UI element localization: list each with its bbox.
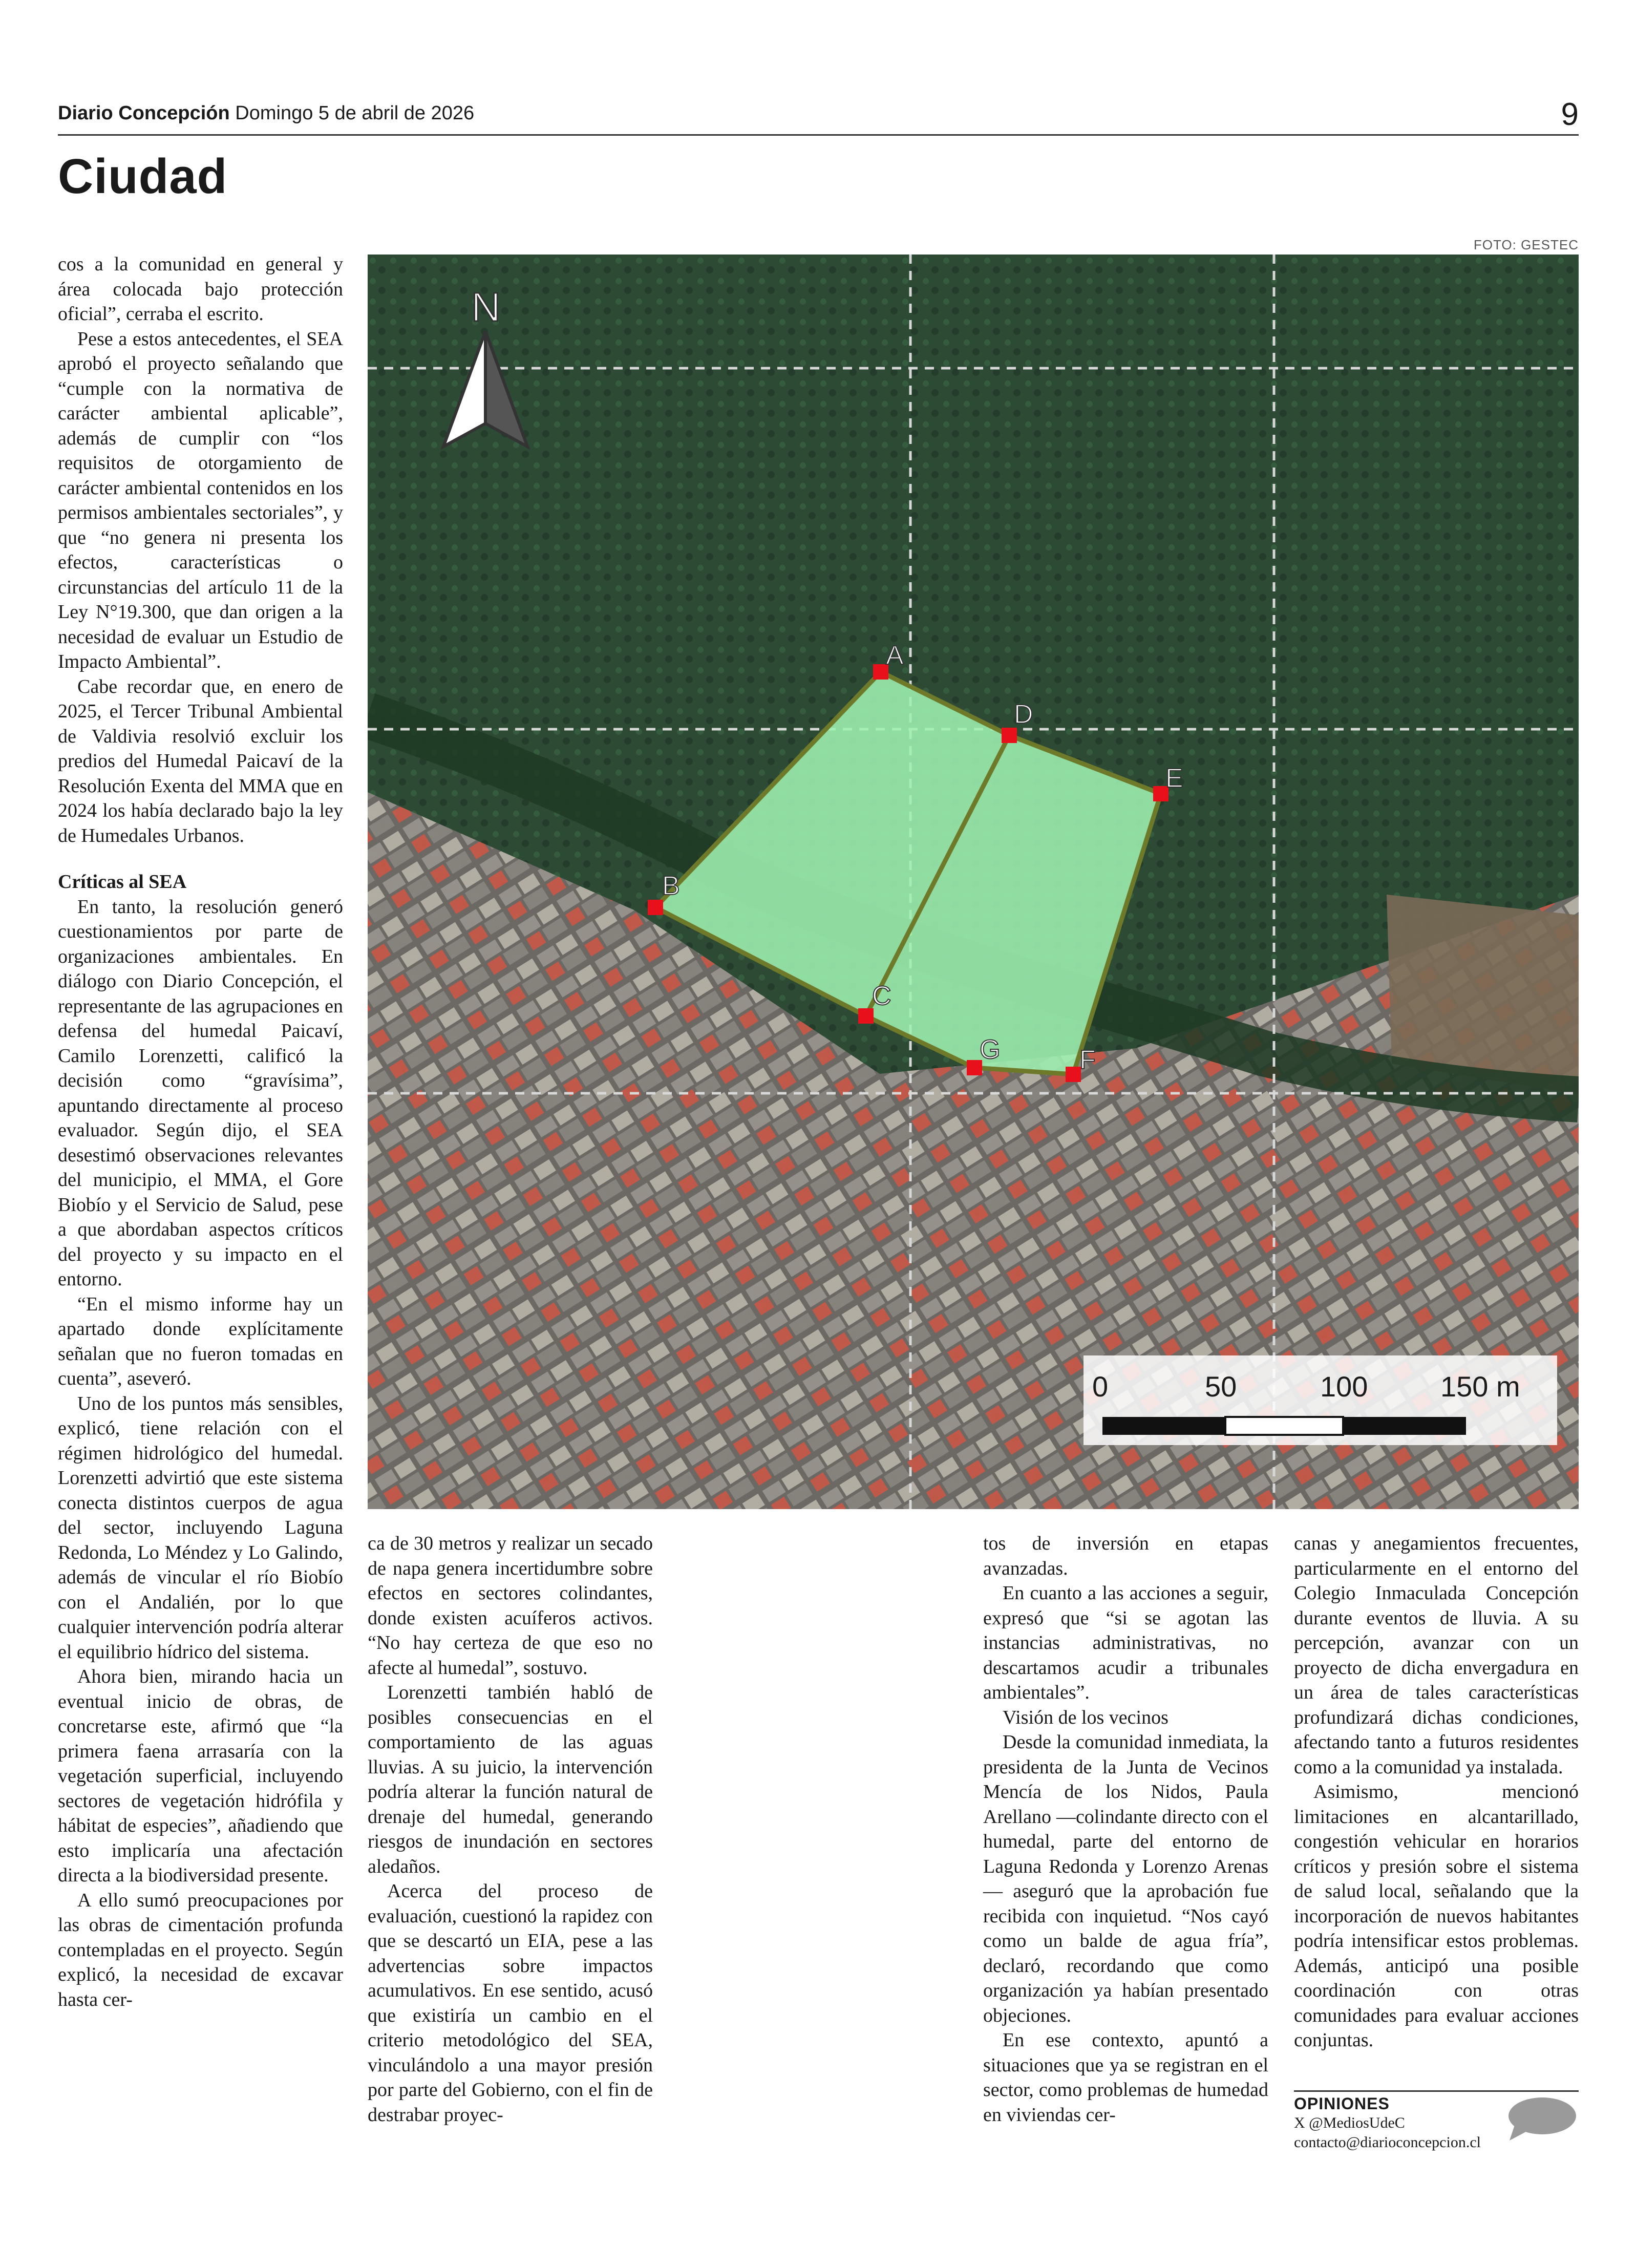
opinions-title: OPINIONES	[1294, 2094, 1390, 2113]
label-c: C	[872, 981, 891, 1011]
scale-seg-2	[1225, 1417, 1343, 1435]
paragraph: Uno de los puntos más sensibles, explicó, tiene relación con el régimen hidrológico del humedal. Lorenzetti advirtió que este sistema conecta distintos cuerpos de agua del sector, incluyendo Laguna Redonda, Lo Méndez y Lo Galindo, además de vincular el río Biobío con el Andalién, por lo que cualquier intervención podría alterar el equilibrio hídrico del sistema.	[58, 1392, 343, 1663]
paragraph: Pese a estos antecedentes, el SEA aprobó el proyecto señalando que “cumple con la normativa de carácter ambiental aplicable”, además de cumplir con “los requisitos de otorgamiento de carácter ambiental contenidos en los permisos ambientales sectoriales”, y que “no genera ni presenta los efectos, características o circunstancias del artículo 11 de la Ley N°19.300, que dan origen a la necesidad de evaluar un Estudio de Impacto Ambiental”.	[58, 328, 343, 672]
paragraph: Cabe recordar que, en enero de 2025, el Tercer Tribunal Ambiental de Valdivia resolvió excluir los predios del Humedal Paicaví de la Resolución Exenta del MMA que en 2024 los había declarado bajo la ley de Humedales Urbanos.	[58, 675, 343, 846]
scale-100: 100	[1320, 1370, 1368, 1403]
paper-name: Diario Concepción	[58, 102, 230, 124]
paragraph: tos de inversión en etapas avanzadas.	[983, 1533, 1268, 1579]
page-number: 9	[1561, 97, 1579, 132]
opinions-email[interactable]: contacto@diarioconcepcion.cl	[1294, 2134, 1481, 2151]
photo-credit: FOTO: GESTEC	[1473, 237, 1579, 252]
issue-date: Domingo 5 de abril de 2026	[235, 102, 475, 124]
marker-b	[648, 900, 663, 915]
label-g: G	[980, 1035, 1001, 1065]
north-label: N	[471, 284, 501, 330]
paragraph: Lorenzetti también habló de posibles consecuencias en el comportamiento de las aguas lluvias. A su juicio, la intervención podría alterar la función natural de drenaje del humedal, generando riesgos de inundación en sectores aledaños.	[368, 1682, 653, 1877]
paragraph: “En el mismo informe hay un apartado donde explícitamente señalan que no fueron tomadas en cuenta”, aseveró.	[58, 1293, 343, 1389]
paragraph: canas y anegamientos frecuentes, particularmente en el entorno del Colegio Inmaculada Concepción durante eventos de lluvia. A su percepción, avanzar con un proyecto de dicha envergadura en un área de tales características profundizará dichas condiciones, afectando tanto a futuros residentes como a la comunidad ya instalada.	[1294, 1533, 1579, 1778]
marker-c	[858, 1008, 874, 1024]
aerial-map-photo	[368, 255, 1579, 1509]
label-b: B	[662, 871, 680, 901]
scale-0: 0	[1092, 1370, 1109, 1403]
subheading: Críticas al SEA	[58, 871, 187, 893]
paragraph: En ese contexto, apuntó a situaciones que ya se registran en el sector, como problemas de humedad en viviendas cer-	[983, 2029, 1268, 2126]
paragraph: A ello sumó preocupaciones por las obras de cimentación profunda contempladas en el proyecto. Según explicó, la necesidad de excavar hasta cer-	[58, 1889, 343, 2010]
opinions-x[interactable]: X @MediosUdeC	[1294, 2114, 1405, 2131]
article-column-1	[58, 252, 343, 2012]
scale-50: 50	[1205, 1370, 1237, 1403]
label-d: D	[1014, 700, 1033, 729]
speech-bubble-icon	[1505, 2095, 1577, 2142]
map-graphic	[368, 255, 1579, 1509]
scale-seg-3	[1343, 1417, 1466, 1435]
masthead	[58, 102, 474, 124]
paragraph: Asimismo, mencionó limitaciones en alcantarillado, congestión vehicular en horarios críticos y presión sobre el sistema de salud local, señalando que la incorporación de nuevos habitantes podría intensificar estos problemas. Además, anticipó una posible coordinación con otras comunidades para evaluar acciones conjuntas.	[1294, 1781, 1579, 2051]
paragraph: En cuanto a las acciones a seguir, expresó que “si se agotan las instancias administrativas, no descartamos acudir a tribunales ambientales”.	[983, 1582, 1268, 1703]
label-a: A	[886, 641, 904, 670]
article-column-4	[1294, 1531, 1579, 2053]
subheading: Visión de los vecinos	[1003, 1706, 1168, 1728]
label-e: E	[1165, 764, 1183, 793]
label-f: F	[1079, 1045, 1096, 1075]
article-column-2	[368, 1531, 653, 2127]
section-title: Ciudad	[58, 149, 228, 204]
paragraph: ca de 30 metros y realizar un secado de napa genera incertidumbre sobre efectos en sectores colindantes, donde existen acuíferos activos. “No hay certeza de que eso no afecte al humedal”, sostuvo.	[368, 1533, 653, 1679]
marker-f	[1066, 1067, 1081, 1082]
marker-d	[1002, 728, 1017, 743]
paragraph: Ahora bien, mirando hacia un eventual inicio de obras, de concretarse este, afirmó que “la primera faena arrasaría con la vegetación superficial, incluyendo sectores de vegetación hidrófila y hábitat de especies”, añadiendo que esto implicaría una afectación directa a la biodiversidad presente.	[58, 1666, 343, 1886]
scale-150: 150 m	[1440, 1370, 1520, 1403]
scale-seg-1	[1102, 1417, 1225, 1435]
paragraph: cos a la comunidad en general y área colocada bajo protección oficial”, cerraba el escrito.	[58, 253, 343, 325]
paragraph: Acerca del proceso de evaluación, cuestionó la rapidez con que se descartó un EIA, pese a las advertencias sobre impactos acumulativos. En ese sentido, acusó que existiría un cambio en el criterio metodológico del SEA, vinculándolo a una mayor presión por parte del Gobierno, con el fin de destrabar proyec-	[368, 1880, 653, 2126]
header-rule	[58, 134, 1579, 136]
article-column-3	[983, 1531, 1268, 2127]
paragraph: Desde la comunidad inmediata, la presidenta de la Junta de Vecinos Mencía de los Nidos, Paula Arellano —colindante directo con el humedal, parte del entorno de Laguna Redonda y Lorenzo Arenas— aseguró que la aprobación fue recibida con inquietud. “Nos cayó como un balde de agua fría”, declaró, recordando que como organización ya habían presentado objeciones.	[983, 1731, 1268, 2026]
paragraph: En tanto, la resolución generó cuestionamientos por parte de organizaciones ambientales. En diálogo con Diario Concepción, el representante de las agrupaciones en defensa del humedal Paicaví, Camilo Lorenzetti, calificó la decisión como “gravísima”, apuntando directamente al proceso evaluador. Según dijo, el SEA desestimó observaciones relevantes del municipio, el MMA, el Gore Biobío y el Servicio de Salud, pese a que abordaban aspectos críticos del proyecto y su impacto en el entorno.	[58, 896, 343, 1290]
